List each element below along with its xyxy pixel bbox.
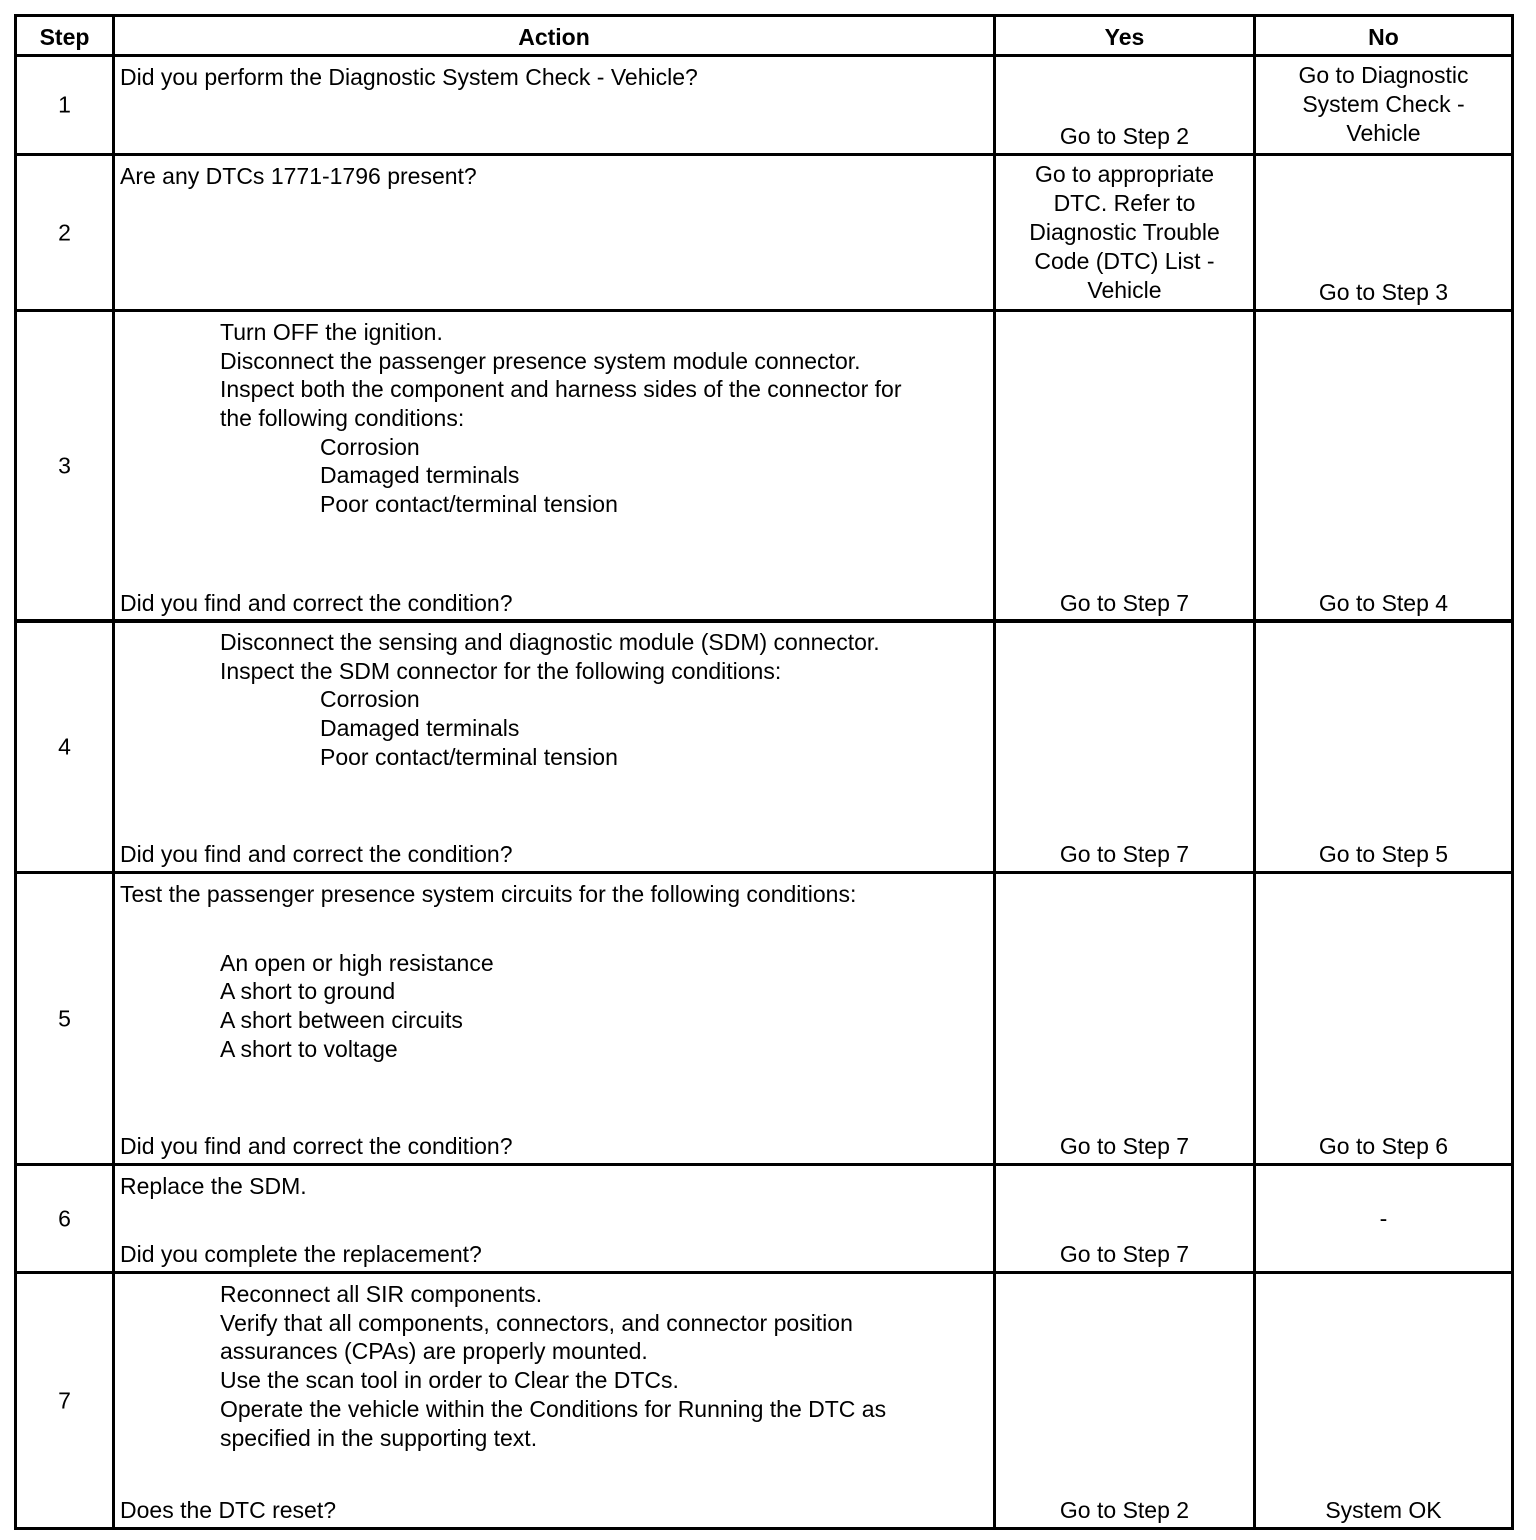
action-item: Inspect the SDM connector for the following conditions:	[220, 658, 782, 684]
header-step-cell	[14, 14, 115, 57]
header-yes: Yes	[1104, 24, 1145, 50]
yes-result: Go to Step 2	[1059, 123, 1190, 149]
no-2-cell	[1253, 153, 1514, 312]
action-question: Does the DTC reset?	[120, 1497, 337, 1523]
step-5-cell	[14, 871, 115, 1166]
action-item: specified in the supporting text.	[220, 1425, 538, 1451]
header-no-cell	[1253, 14, 1514, 57]
action-item: Disconnect the sensing and diagnostic module (SDM) connector.	[220, 629, 880, 655]
step-2-cell	[14, 153, 115, 312]
action-subitem: Poor contact/terminal tension	[320, 491, 618, 517]
action-6-cell	[112, 1163, 996, 1274]
no-result: -	[1379, 1205, 1388, 1231]
yes-line: Diagnostic Trouble	[1029, 219, 1220, 245]
header-action: Action	[518, 24, 590, 50]
action-question: Did you find and correct the condition?	[120, 1133, 513, 1159]
step-7-cell	[14, 1271, 115, 1530]
action-item: Reconnect all SIR components.	[220, 1281, 543, 1307]
yes-3-cell	[993, 309, 1256, 623]
header-no: No	[1368, 24, 1399, 50]
action-intro: Test the passenger presence system circuits for the following conditions:	[120, 881, 857, 907]
action-item: Verify that all components, connectors, and connector position	[220, 1310, 853, 1336]
no-7-cell	[1253, 1271, 1514, 1530]
header-yes-cell	[993, 14, 1256, 57]
yes-1-cell	[993, 54, 1256, 156]
action-2-cell	[112, 153, 996, 312]
action-item: Disconnect the passenger presence system module connector.	[220, 348, 861, 374]
step-number: 4	[58, 733, 71, 759]
action-intro: Replace the SDM.	[120, 1173, 307, 1199]
action-question: Did you perform the Diagnostic System Check - Vehicle?	[120, 64, 698, 90]
no-4-cell	[1253, 619, 1514, 874]
action-subitem: Corrosion	[320, 434, 420, 460]
action-item: assurances (CPAs) are properly mounted.	[220, 1338, 648, 1364]
yes-result: Go to Step 7	[1059, 1241, 1190, 1267]
action-question: Did you complete the replacement?	[120, 1241, 482, 1267]
action-item: A short to ground	[220, 978, 396, 1004]
diagnostic-table	[14, 14, 1514, 1530]
action-item: A short to voltage	[220, 1036, 398, 1062]
no-result: Go to Step 3	[1318, 279, 1449, 305]
action-4-cell	[112, 619, 996, 874]
no-result: Go to Step 6	[1318, 1133, 1449, 1159]
step-number: 2	[58, 219, 71, 245]
yes-line: Code (DTC) List -	[1034, 248, 1215, 274]
step-number: 3	[58, 452, 71, 479]
yes-result: Go to Step 7	[1059, 590, 1190, 616]
no-result	[1256, 61, 1511, 148]
no-line: Go to Diagnostic	[1298, 62, 1469, 88]
action-item: Inspect both the component and harness sides of the connector for	[220, 376, 902, 402]
action-question: Are any DTCs 1771-1796 present?	[120, 163, 477, 189]
yes-result	[996, 160, 1253, 305]
step-3-cell	[14, 309, 115, 623]
yes-result: Go to Step 2	[1059, 1497, 1190, 1523]
no-1-cell	[1253, 54, 1514, 156]
action-7-cell	[112, 1271, 996, 1530]
yes-line: Go to appropriate	[1034, 161, 1214, 187]
no-line: System Check -	[1302, 91, 1465, 117]
action-item: Operate the vehicle within the Conditions for Running the DTC as	[220, 1396, 887, 1422]
step-number: 7	[58, 1387, 71, 1413]
yes-result: Go to Step 7	[1059, 841, 1190, 867]
yes-4-cell	[993, 619, 1256, 874]
action-subitem: Damaged terminals	[320, 715, 520, 741]
header-action-cell	[112, 14, 996, 57]
no-result: Go to Step 5	[1318, 841, 1449, 867]
no-6-cell	[1253, 1163, 1514, 1274]
no-5-cell	[1253, 871, 1514, 1166]
no-result: Go to Step 4	[1318, 590, 1449, 616]
no-line: Vehicle	[1346, 120, 1421, 146]
step-1-cell	[14, 54, 115, 156]
step-number: 5	[58, 1005, 71, 1031]
yes-line: DTC. Refer to	[1053, 190, 1196, 216]
no-result: System OK	[1325, 1497, 1442, 1523]
action-5-cell	[112, 871, 996, 1166]
no-3-cell	[1253, 309, 1514, 623]
step-4-cell	[14, 619, 115, 874]
action-item: the following conditions:	[220, 405, 465, 431]
action-question: Did you find and correct the condition?	[120, 590, 513, 616]
yes-2-cell	[993, 153, 1256, 312]
action-item: Use the scan tool in order to Clear the DTCs.	[220, 1367, 679, 1393]
yes-result: Go to Step 7	[1059, 1133, 1190, 1159]
action-item: A short between circuits	[220, 1007, 463, 1033]
yes-7-cell	[993, 1271, 1256, 1530]
yes-5-cell	[993, 871, 1256, 1166]
step-number: 6	[58, 1205, 71, 1231]
step-6-cell	[14, 1163, 115, 1274]
action-subitem: Corrosion	[320, 686, 420, 712]
action-question: Did you find and correct the condition?	[120, 841, 513, 867]
step-number: 1	[58, 91, 71, 118]
action-subitem: Poor contact/terminal tension	[320, 744, 618, 770]
yes-6-cell	[993, 1163, 1256, 1274]
yes-line: Vehicle	[1087, 277, 1162, 303]
header-step: Step	[39, 24, 90, 50]
action-item: Turn OFF the ignition.	[220, 319, 443, 345]
action-subitem: Damaged terminals	[320, 462, 520, 488]
action-1-cell	[112, 54, 996, 156]
action-item: An open or high resistance	[220, 950, 494, 976]
action-3-cell	[112, 309, 996, 623]
